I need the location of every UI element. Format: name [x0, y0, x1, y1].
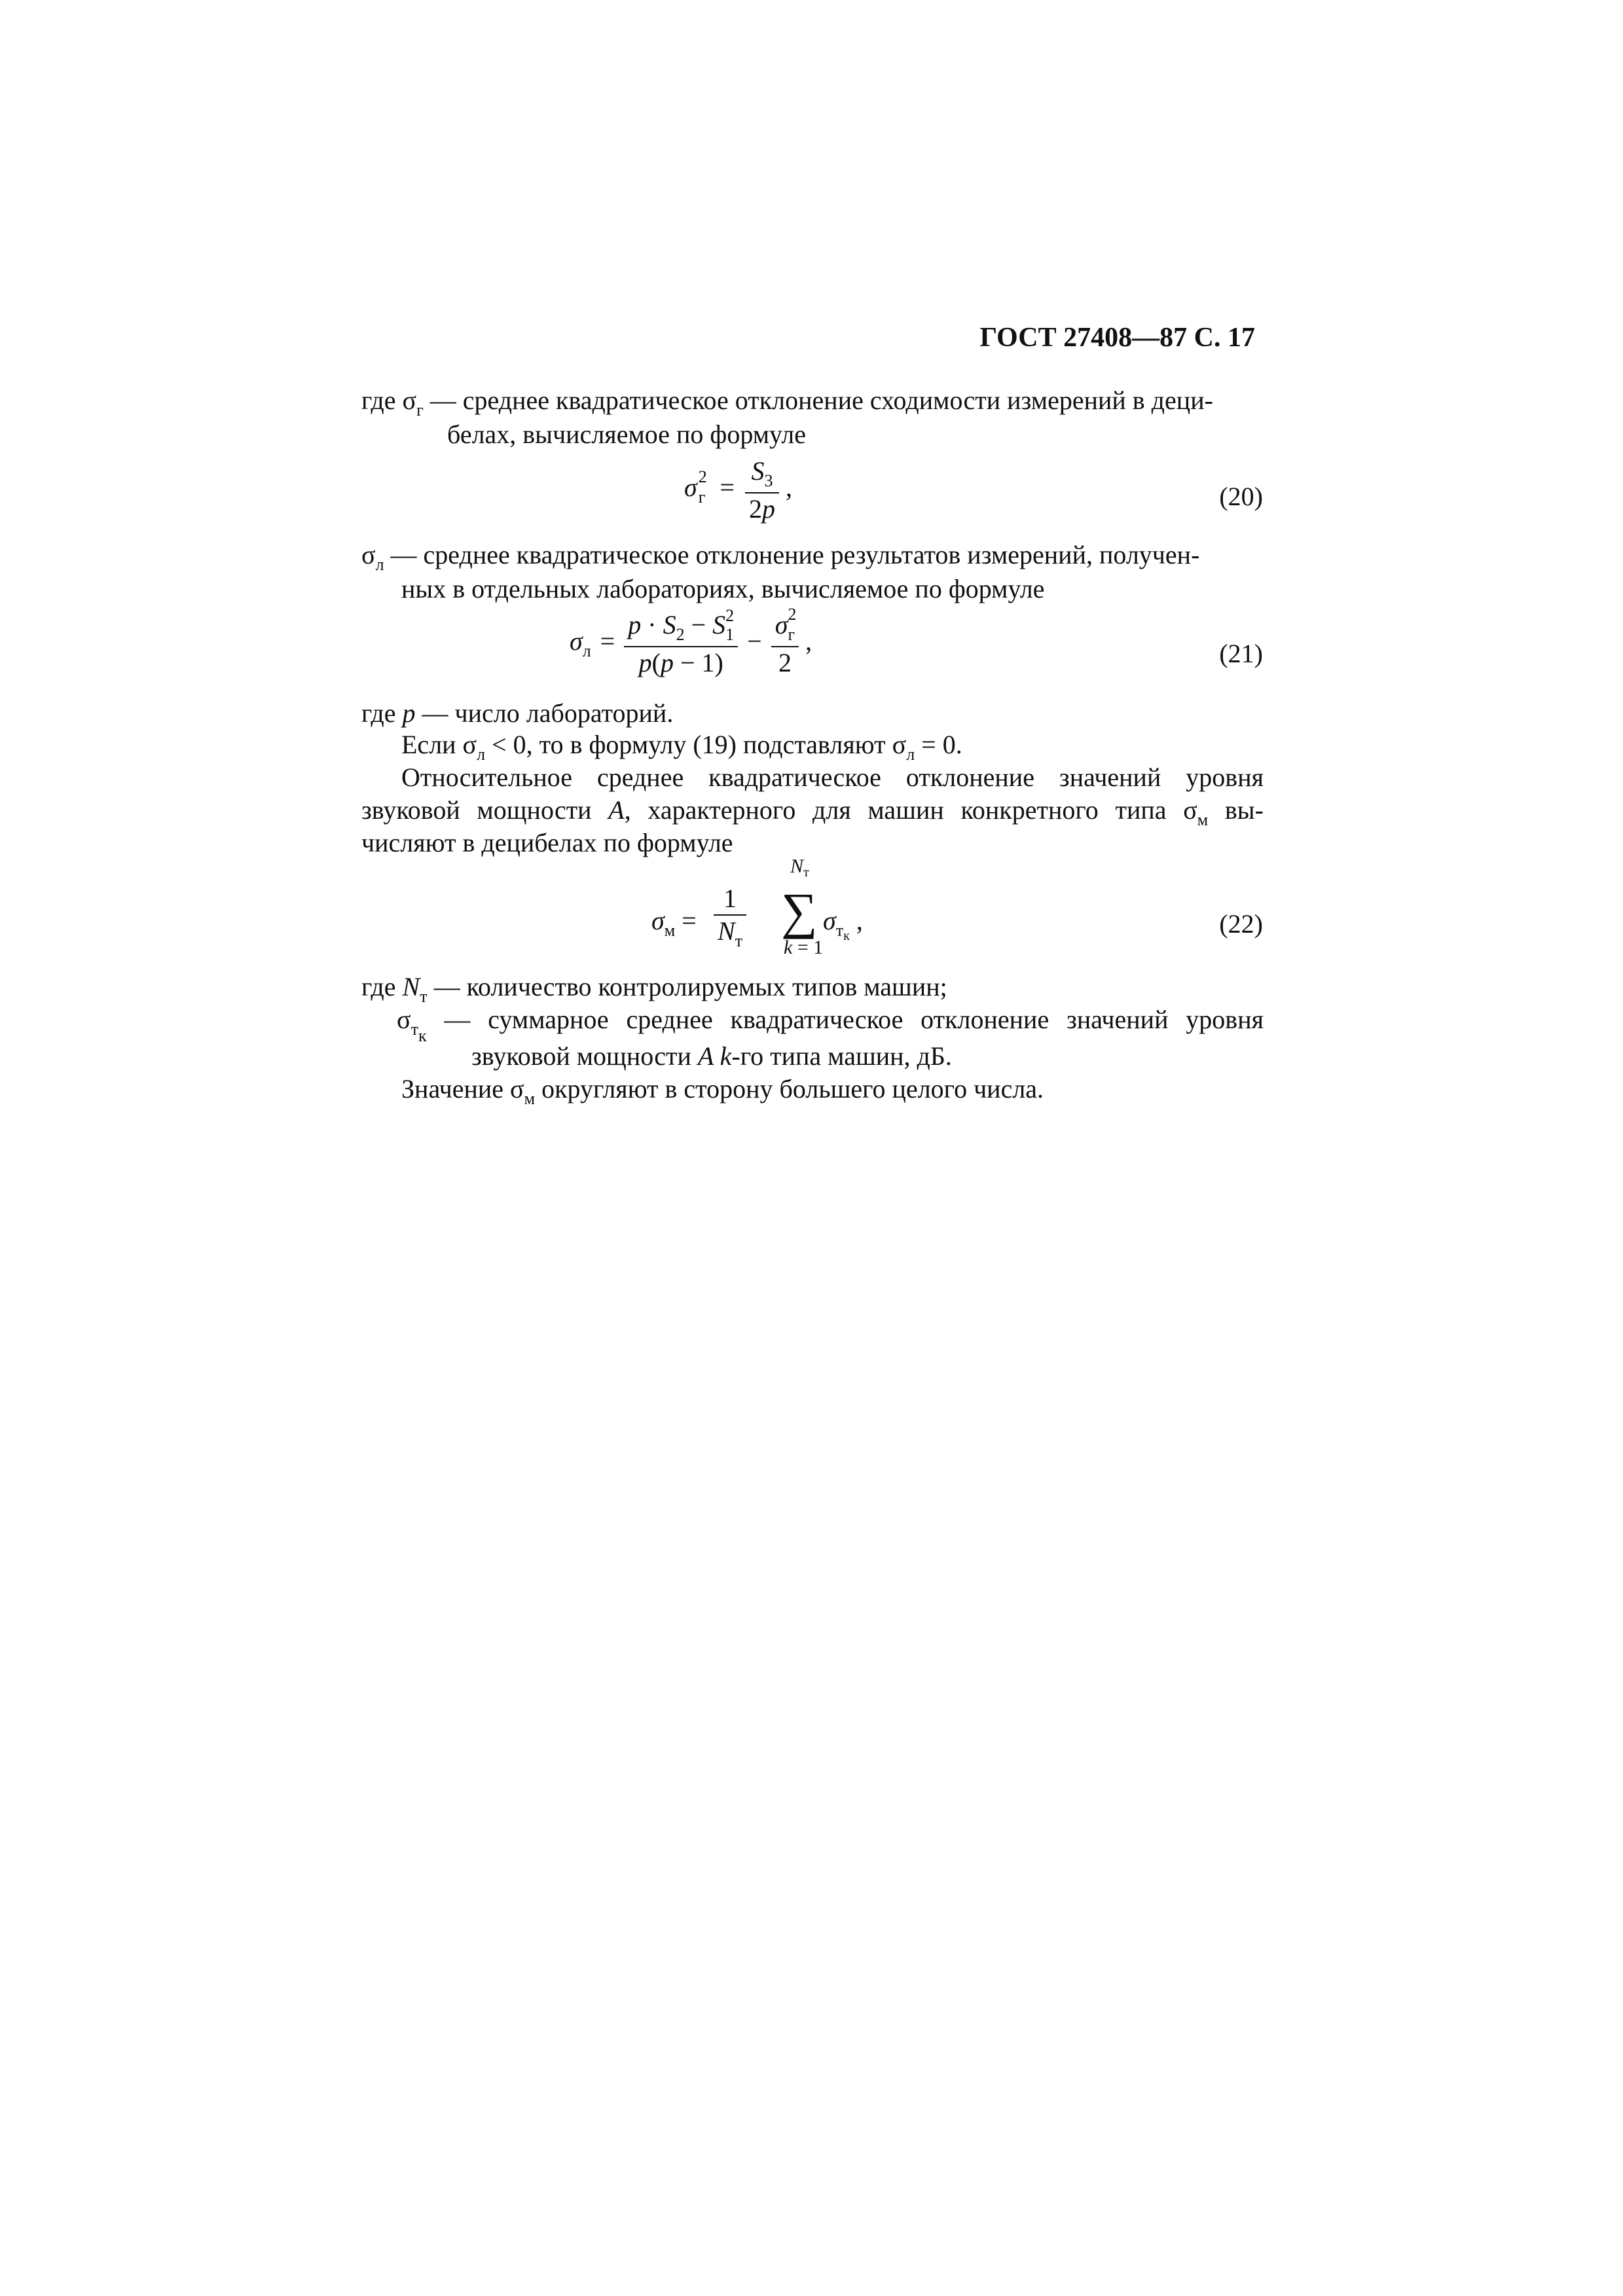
equation-number: (21)	[1219, 639, 1263, 668]
page-header: ГОСТ 27408—87 С. 17	[979, 323, 1255, 353]
text-line: звуковой мощности A, характерного для машин конкретного типа $\sigma_м$ вы-	[361, 795, 1264, 829]
text-line: где $\sigma_г$ — среднее квадратическое отклонение сходимости измерений в деци-	[361, 386, 1213, 420]
text-line: белах, вычисляемое по формуле	[447, 420, 806, 449]
text-line: Если $\sigma_л < 0$, то в формулу (19) подставляют $\sigma_л = 0$.	[401, 730, 962, 764]
equation-number: (20)	[1219, 482, 1263, 511]
text-line: ных в отдельных лабораториях, вычисляемое по формуле	[401, 574, 1045, 603]
text-line: Относительное среднее квадратическое отклонение значений уровня	[401, 762, 1264, 792]
text-line: числяют в децибелах по формуле	[361, 828, 733, 857]
equation-22: $\sigma_м$ = 1 $N_т$ $N_т$ ∑ k = 1 $\sigma_{т_к}$ ,	[651, 855, 863, 958]
text-line: Значение $\sigma_м$ округляют в сторону большего целого числа.	[401, 1074, 1044, 1108]
equation-21: $\sigma_л$ = $p \cdot S_2 - S$ 2 $_1$ p(p − 1) − σ 2 $_г$ 2 ,	[570, 605, 812, 677]
text-line: где $N_т$ — количество контролируемых типов машин;	[361, 972, 947, 1006]
text-line: $\sigma_л$ — среднее квадратическое отклонение результатов измерений, получен-	[361, 540, 1200, 574]
text-line: $\sigma_{тк}$ — суммарное среднее квадратическое отклонение значений уровня	[397, 1005, 1264, 1045]
text-line: где p — число лабораторий.	[361, 698, 674, 728]
equation-number: (22)	[1219, 909, 1263, 939]
equation-20: σ 2 $_г$ = $\frac{S_3}{2p}$ ,	[684, 456, 792, 524]
text-line: звуковой мощности A k-го типа машин, дБ.	[471, 1041, 952, 1071]
